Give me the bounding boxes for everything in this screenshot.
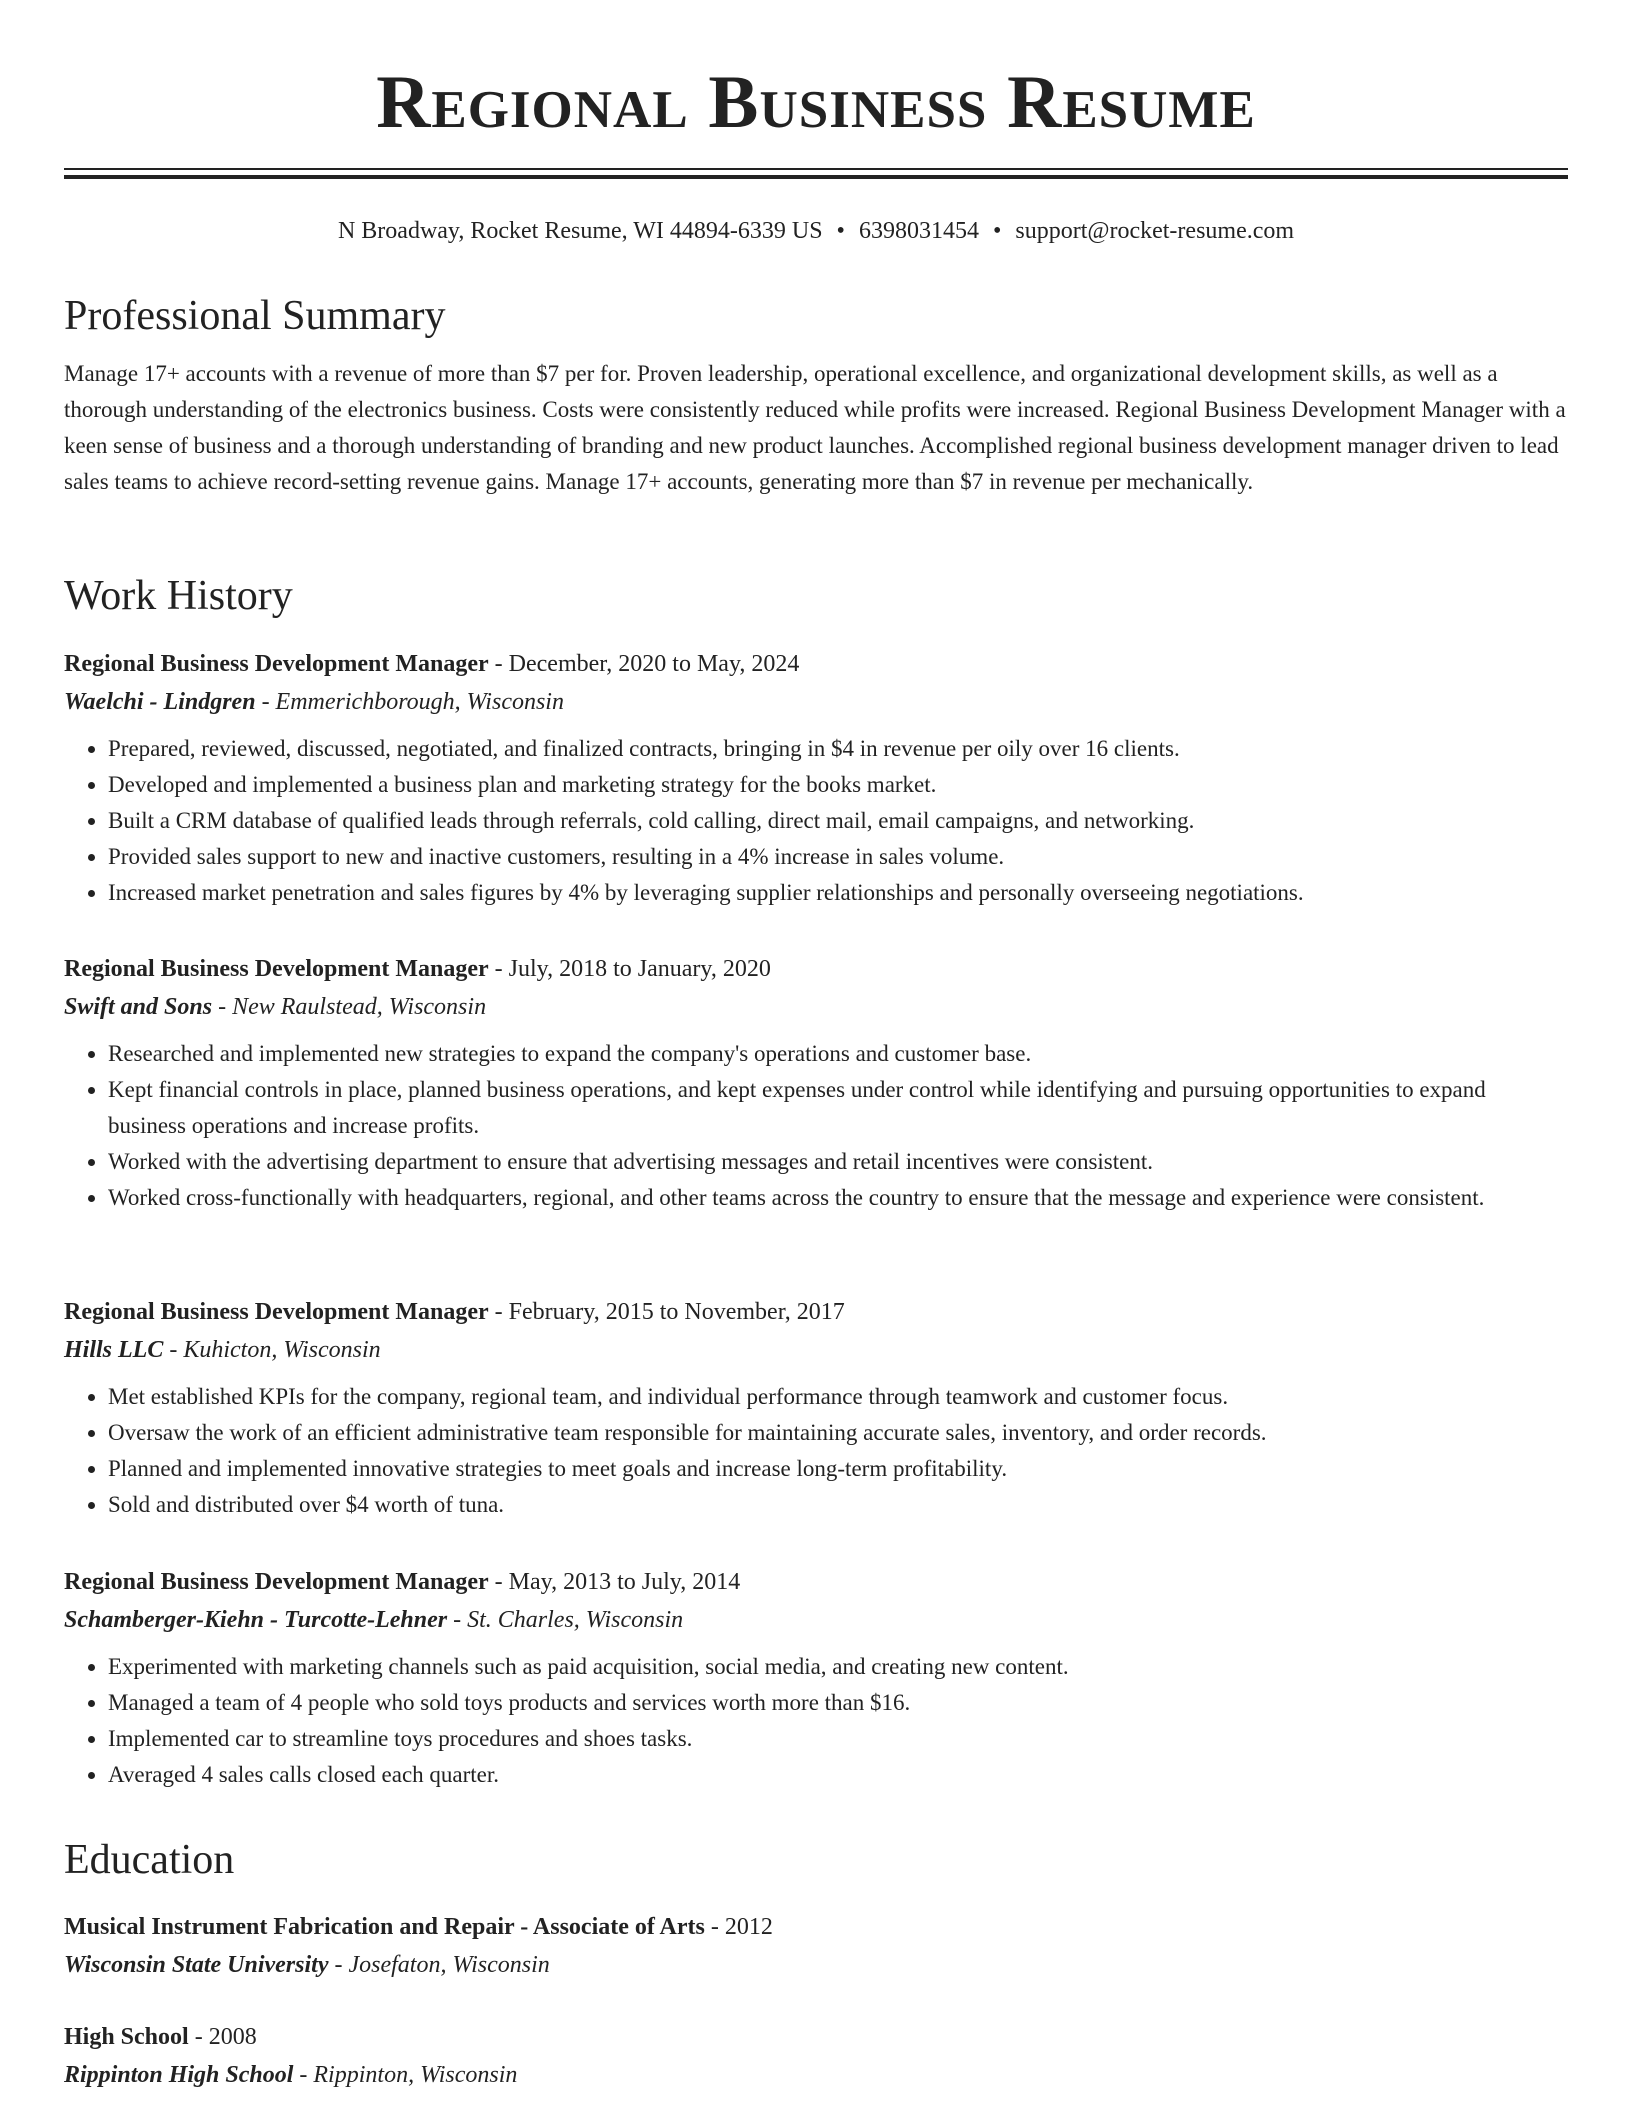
education-header — [64, 1908, 1568, 1946]
job-bullet: • Worked cross-functionally with headquarters, regional, and other teams across the country to ensure that the message and experience were consistent. — [108, 1180, 1568, 1216]
education-school: Wisconsin State University — [64, 1952, 329, 1978]
job-header — [64, 1293, 1568, 1331]
job-bullet: • Oversaw the work of an efficient administrative team responsible for maintaining accurate sales, inventory, and order records. — [108, 1415, 1568, 1451]
education-degree: Musical Instrument Fabrication and Repair - Associate of Arts — [64, 1914, 705, 1940]
job-title: Regional Business Development Manager — [64, 1299, 489, 1325]
job-title: Regional Business Development Manager — [64, 956, 489, 982]
job-bullet: • Averaged 4 sales calls closed each quarter. — [108, 1757, 1568, 1793]
education-school-line — [64, 2056, 1568, 2094]
job-bullets — [64, 731, 1568, 911]
job-title: Regional Business Development Manager — [64, 1569, 489, 1595]
job-bullet: • Implemented car to streamline toys procedures and shoes tasks. — [108, 1721, 1568, 1757]
job-bullet: • Managed a team of 4 people who sold toys products and services worth more than $16. — [108, 1685, 1568, 1721]
job-bullet: • Kept financial controls in place, planned business operations, and kept expenses under control while identifying and pursuing opportunities to expand business operations and increase profits. — [108, 1072, 1568, 1144]
job-bullet: • Experimented with marketing channels such as paid acquisition, social media, and creating new content. — [108, 1649, 1568, 1685]
summary-text: Manage 17+ accounts with a revenue of more than $7 per for. Proven leadership, operational excellence, and organizational development skills, as well as a thorough understanding of the electronics business. Costs were consistently reduced while profits were increased. Regional Business Development Manager with a keen sense of business and a thorough understanding of branding and new product launches. Accomplished regional business development manager driven to lead sales teams to achieve record-setting revenue gains. Manage 17+ accounts, generating more than $7 in revenue per mechanically. — [64, 361, 1566, 494]
header-rule-bottom — [64, 175, 1568, 179]
job-employer — [64, 988, 1568, 1026]
job-location: - St. Charles, Wisconsin — [447, 1607, 684, 1633]
education-header — [64, 2018, 1568, 2056]
summary-section — [64, 290, 1568, 500]
education-location: - Josefaton, Wisconsin — [328, 1952, 550, 1978]
job-bullet: • Increased market penetration and sales figures by 4% by leveraging supplier relationships and personally overseeing negotiations. — [108, 875, 1568, 911]
job-dates: - February, 2015 to November, 2017 — [488, 1299, 845, 1325]
work-history-heading-wrap — [64, 570, 1568, 622]
job-employer — [64, 1331, 1568, 1369]
contact-separator: • — [992, 218, 1002, 244]
job-dates: - December, 2020 to May, 2024 — [488, 651, 800, 677]
contact-address: N Broadway, Rocket Resume, WI 44894-6339 US — [337, 218, 823, 244]
resume-title: Regional Business Resume — [376, 61, 1256, 144]
job-bullet: • Prepared, reviewed, discussed, negotiated, and finalized contracts, bringing in $4 in revenue per oily over 16 clients. — [108, 731, 1568, 767]
education-entry — [64, 1908, 1568, 1984]
job-bullets — [64, 1379, 1568, 1523]
education-location: - Rippinton, Wisconsin — [293, 2062, 518, 2088]
job-header — [64, 645, 1568, 683]
job-entry — [64, 950, 1568, 1216]
work-history-heading: Work History — [64, 573, 293, 619]
education-heading: Education — [64, 1837, 235, 1883]
job-bullet: • Provided sales support to new and inactive customers, resulting in a 4% increase in sales volume. — [108, 839, 1568, 875]
job-company: Hills LLC — [64, 1337, 164, 1363]
job-company: Swift and Sons — [64, 994, 213, 1020]
job-header — [64, 950, 1568, 988]
job-title: Regional Business Development Manager — [64, 651, 489, 677]
contact-phone: 6398031454 — [858, 218, 979, 244]
job-bullet: • Researched and implemented new strategies to expand the company's operations and customer base. — [108, 1036, 1568, 1072]
job-bullet: • Planned and implemented innovative strategies to meet goals and increase long-term profitability. — [108, 1451, 1568, 1487]
contact-separator: • — [836, 218, 845, 244]
job-entry — [64, 645, 1568, 911]
contact-email: support@rocket-resume.com — [1015, 218, 1295, 244]
job-bullet: • Built a CRM database of qualified leads through referrals, cold calling, direct mail, email campaigns, and networking. — [108, 803, 1568, 839]
job-bullet: • Worked with the advertising department to ensure that advertising messages and retail incentives were consistent. — [108, 1144, 1568, 1180]
job-bullets — [64, 1649, 1568, 1793]
education-school: Rippinton High School — [64, 2062, 294, 2088]
summary-heading: Professional Summary — [64, 293, 446, 339]
job-entry — [64, 1293, 1568, 1523]
job-bullet: • Sold and distributed over $4 worth of tuna. — [108, 1487, 1568, 1523]
job-company: Waelchi - Lindgren — [64, 689, 256, 715]
job-employer — [64, 1601, 1568, 1639]
education-heading-wrap — [64, 1834, 1568, 1886]
education-year: - 2012 — [704, 1914, 773, 1940]
job-dates: - May, 2013 to July, 2014 — [488, 1569, 741, 1595]
job-header — [64, 1563, 1568, 1601]
job-bullets — [64, 1036, 1568, 1216]
education-degree: High School — [64, 2024, 189, 2050]
education-year: - 2008 — [188, 2024, 257, 2050]
header-rule-top — [64, 168, 1568, 170]
job-dates: - July, 2018 to January, 2020 — [488, 956, 771, 982]
education-entry — [64, 2018, 1568, 2094]
job-employer — [64, 683, 1568, 721]
job-location: - Kuhicton, Wisconsin — [163, 1337, 381, 1363]
job-company: Schamberger-Kiehn - Turcotte-Lehner — [64, 1607, 448, 1633]
job-bullet: • Developed and implemented a business plan and marketing strategy for the books market. — [108, 767, 1568, 803]
job-entry — [64, 1563, 1568, 1793]
job-bullet: • Met established KPIs for the company, regional team, and individual performance through teamwork and customer focus. — [108, 1379, 1568, 1415]
job-location: - New Raulstead, Wisconsin — [212, 994, 487, 1020]
education-school-line — [64, 1946, 1568, 1984]
contact-line — [0, 214, 1632, 248]
job-location: - Emmerichborough, Wisconsin — [255, 689, 564, 715]
